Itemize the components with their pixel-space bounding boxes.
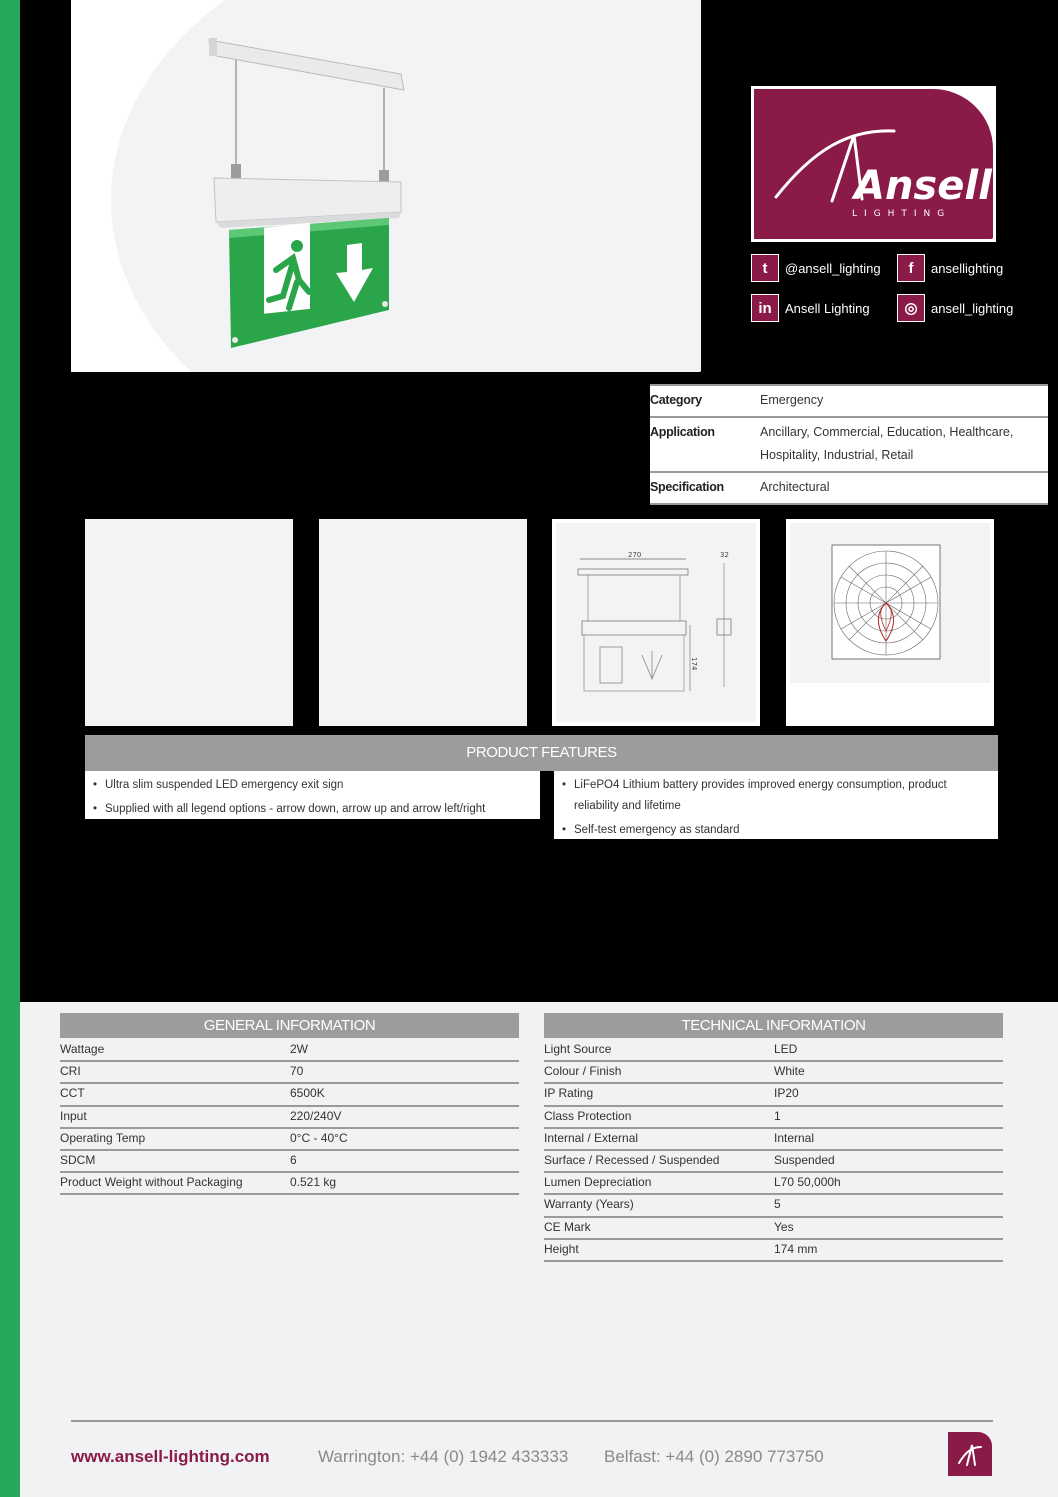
features-left-list	[85, 771, 540, 819]
table-row	[544, 1151, 1003, 1173]
feature-item: • LiFePO4 Lithium battery provides improved energy consumption, product reliability and lifetime	[562, 775, 990, 817]
height-dimension: 174	[690, 657, 698, 671]
spec-value: LED	[774, 1042, 798, 1056]
specification-value: Architectural	[760, 480, 830, 494]
spec-key: Product Weight without Packaging	[60, 1175, 243, 1190]
spec-key: SDCM	[60, 1152, 96, 1167]
depth-dimension: 32	[720, 551, 729, 559]
table-row	[544, 1084, 1003, 1106]
spec-key: CE Mark	[544, 1219, 591, 1234]
spec-value: 0.521 kg	[290, 1175, 337, 1190]
table-row	[60, 1129, 519, 1151]
thumbnail-1	[85, 519, 293, 726]
dimension-drawing-svg	[552, 519, 760, 726]
technical-information-table	[544, 1040, 1003, 1262]
facebook-icon: f	[897, 254, 925, 282]
social-instagram[interactable]	[897, 293, 1013, 323]
spec-key: Warranty (Years)	[544, 1197, 634, 1212]
spec-value: 5	[774, 1197, 781, 1212]
spec-key: Colour / Finish	[544, 1064, 622, 1079]
spec-value: L70 50,000h	[774, 1175, 841, 1190]
green-side-bar	[0, 0, 20, 1497]
belfast-phone: Belfast: +44 (0) 2890 773750	[604, 1447, 824, 1466]
general-information-table	[60, 1040, 519, 1195]
info-row-category	[650, 384, 1048, 416]
info-row-specification	[650, 471, 1048, 505]
spec-key: Internal / External	[544, 1130, 639, 1145]
social-facebook[interactable]	[897, 253, 1003, 283]
exit-sign-illustration	[71, 0, 701, 372]
spec-value: 0°C - 40°C	[290, 1130, 348, 1145]
logo-subtext: LIGHTING	[852, 209, 952, 219]
category-label: Category	[650, 393, 702, 407]
table-row	[60, 1107, 519, 1129]
spec-key: Surface / Recessed / Suspended	[544, 1152, 720, 1167]
spec-value: Internal	[774, 1130, 815, 1145]
table-row	[544, 1129, 1003, 1151]
table-row	[60, 1040, 519, 1062]
linkedin-handle: Ansell Lighting	[785, 300, 870, 316]
info-row-application	[650, 416, 1048, 471]
product-features-header: PRODUCT FEATURES	[85, 735, 998, 771]
spec-key: Operating Temp	[60, 1130, 146, 1145]
category-value: Emergency	[760, 393, 824, 407]
instagram-icon: ◎	[897, 294, 925, 322]
footer-logo-icon	[948, 1432, 992, 1476]
thumbnail-2	[319, 519, 527, 726]
social-twitter[interactable]	[751, 253, 881, 283]
table-row	[60, 1151, 519, 1173]
spec-value: 174 mm	[774, 1241, 818, 1256]
table-row	[544, 1173, 1003, 1195]
spec-key: Wattage	[60, 1042, 105, 1056]
features-right-list	[554, 771, 998, 839]
social-linkedin[interactable]	[751, 293, 870, 323]
spec-value: 6	[290, 1152, 297, 1167]
spec-value: 1	[774, 1108, 781, 1123]
general-information-header: GENERAL INFORMATION	[60, 1013, 519, 1038]
logo-text: Ansell	[854, 163, 992, 209]
table-row	[544, 1107, 1003, 1129]
product-info-table	[650, 384, 1048, 505]
table-row	[60, 1062, 519, 1084]
twitter-icon: t	[751, 254, 779, 282]
specification-label: Specification	[650, 480, 724, 494]
facebook-handle: ansellighting	[931, 260, 1004, 276]
table-row	[60, 1173, 519, 1195]
spec-key: CRI	[60, 1064, 81, 1079]
table-row	[60, 1084, 519, 1106]
application-label: Application	[650, 425, 715, 439]
spec-value: White	[774, 1064, 805, 1079]
spec-value: Suspended	[774, 1152, 835, 1167]
table-row	[544, 1218, 1003, 1240]
width-dimension: 270	[628, 551, 642, 559]
instagram-handle: ansell_lighting	[931, 300, 1014, 316]
feature-item: • Self-test emergency as standard	[562, 820, 990, 841]
spec-key: IP Rating	[544, 1086, 594, 1101]
linkedin-icon: in	[751, 294, 779, 322]
dimension-drawing	[552, 519, 760, 726]
spec-value: 70	[290, 1064, 304, 1079]
spec-value: 220/240V	[290, 1108, 342, 1123]
spec-value: 2W	[290, 1042, 308, 1056]
application-value: Ancillary, Commercial, Education, Healthcare, Hospitality, Industrial, Retail	[760, 425, 1014, 462]
spec-value: IP20	[774, 1086, 799, 1101]
twitter-handle: @ansell_lighting	[785, 260, 881, 276]
product-image	[71, 0, 701, 372]
warrington-phone: Warrington: +44 (0) 1942 433333	[318, 1447, 569, 1466]
feature-item: • Ultra slim suspended LED emergency exit sign	[93, 775, 532, 796]
polar-diagram-svg	[786, 519, 994, 726]
table-row	[544, 1195, 1003, 1217]
technical-information-header: TECHNICAL INFORMATION	[544, 1013, 1003, 1038]
spec-key: Class Protection	[544, 1108, 632, 1123]
ansell-logo	[751, 86, 996, 242]
footer-logo-mark	[955, 1439, 985, 1469]
spec-value: Yes	[774, 1219, 794, 1234]
spec-key: Light Source	[544, 1042, 612, 1056]
website-link[interactable]: www.ansell-lighting.com	[71, 1447, 270, 1466]
footer-divider	[71, 1420, 993, 1422]
logo-mark	[754, 89, 993, 239]
spec-key: Height	[544, 1241, 579, 1256]
table-row	[544, 1040, 1003, 1062]
feature-item: • Supplied with all legend options - arrow down, arrow up and arrow left/right	[93, 799, 532, 820]
table-row	[544, 1240, 1003, 1262]
logo-badge	[754, 89, 993, 239]
polar-diagram	[786, 519, 994, 726]
table-row	[544, 1062, 1003, 1084]
spec-key: Lumen Depreciation	[544, 1175, 652, 1190]
spec-key: Input	[60, 1108, 87, 1123]
spec-key: CCT	[60, 1086, 85, 1101]
spec-value: 6500K	[290, 1086, 325, 1101]
